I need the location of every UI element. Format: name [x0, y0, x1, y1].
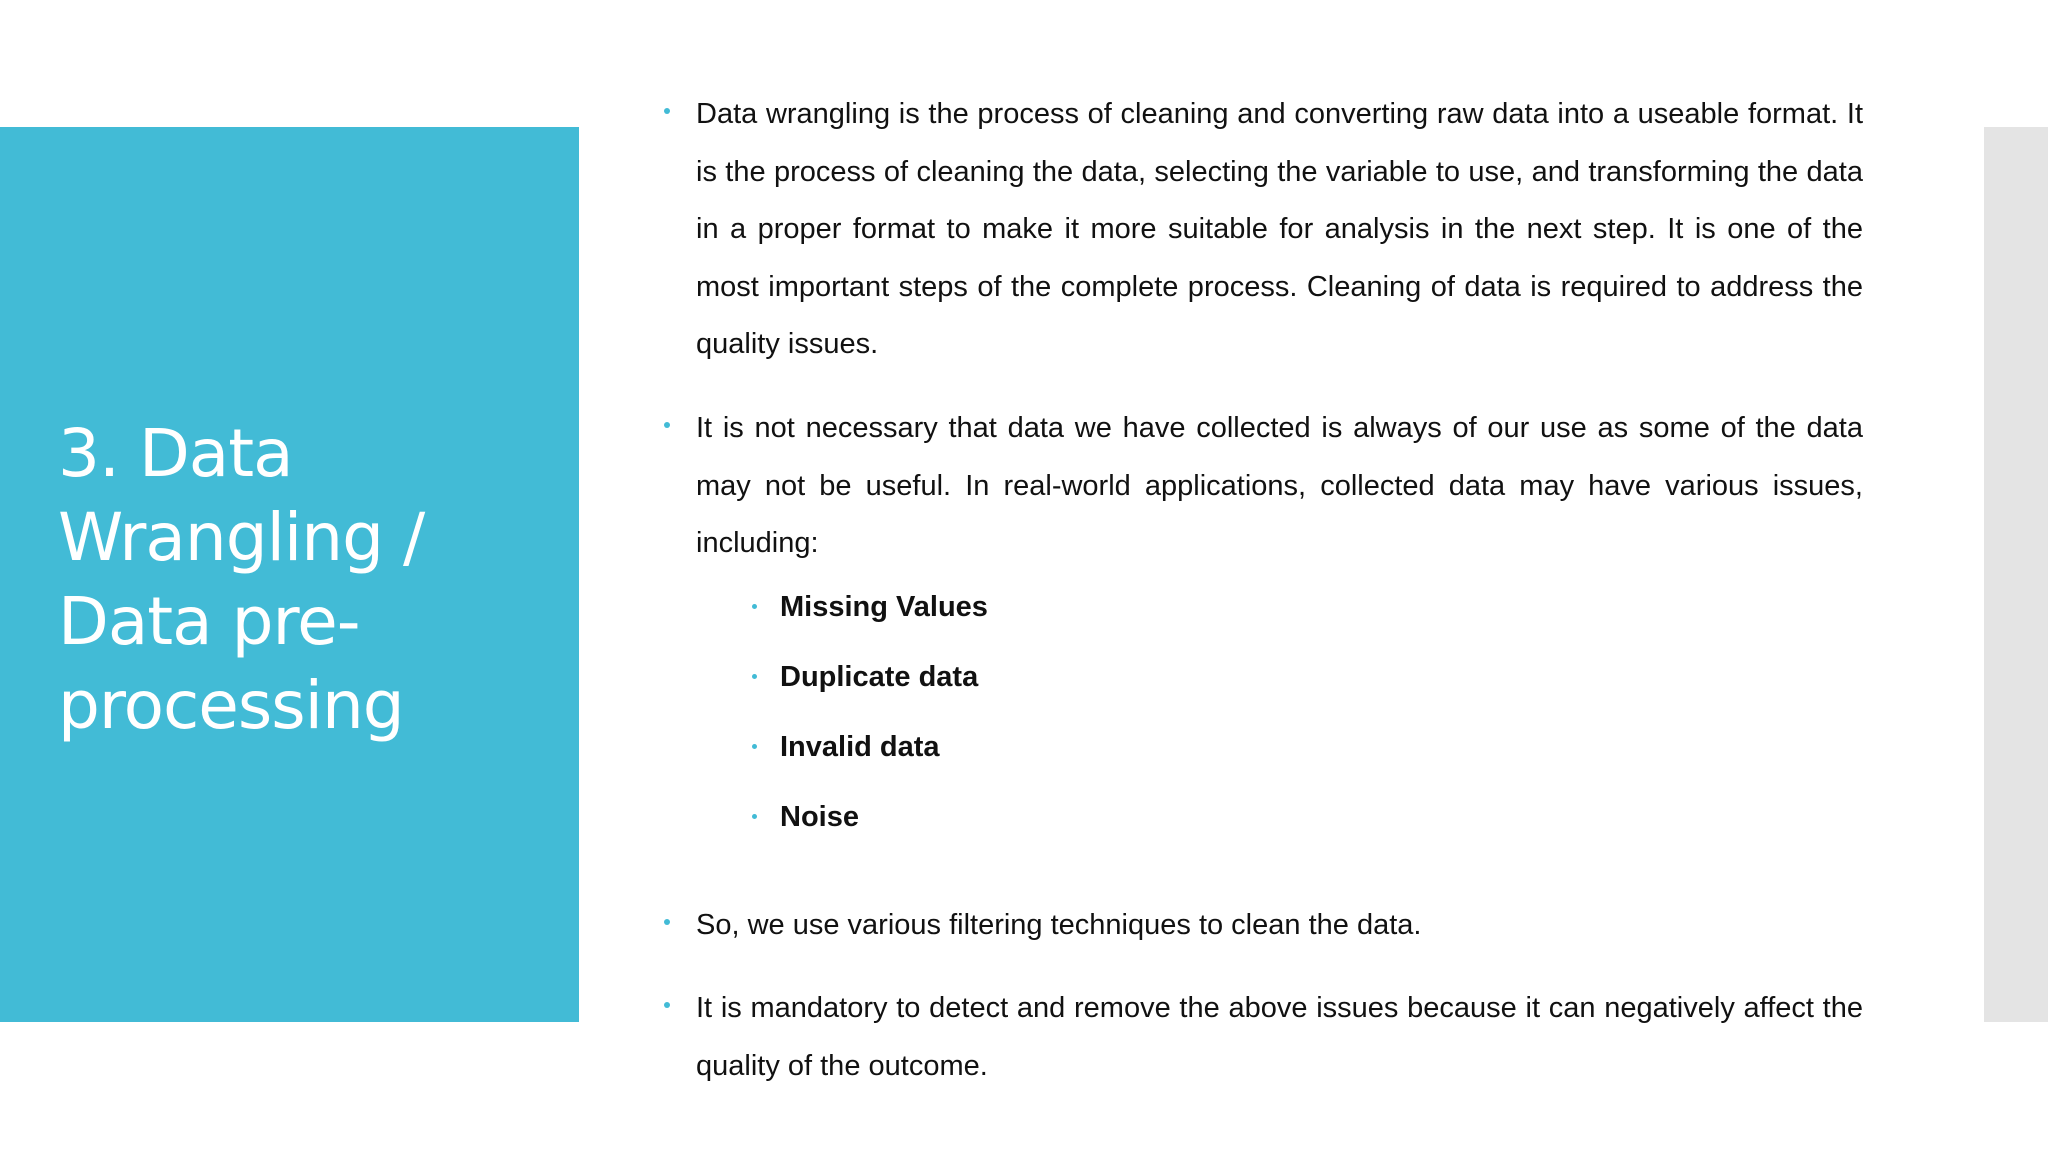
bullet-item — [660, 86, 1863, 374]
sub-bullet-text: Duplicate data — [780, 660, 979, 693]
bullet-dot-icon — [752, 674, 757, 679]
sub-bullet-item — [744, 795, 1863, 865]
bullet-dot-icon — [752, 744, 757, 749]
bullet-text: It is not necessary that data we have collected is always of our use as some of the data may not be useful. In real-world applications, collected data may have various issues, including: — [696, 411, 1863, 560]
bullet-dot-icon — [664, 108, 670, 114]
right-accent-strip — [1984, 127, 2048, 1022]
sub-bullet-text: Noise — [780, 800, 859, 833]
slide-title: 3. Data Wrangling / Data pre- processing — [58, 415, 425, 744]
sub-bullet-item — [744, 725, 1863, 795]
content-body — [660, 86, 1863, 1096]
bullet-item — [660, 400, 1863, 573]
sub-bullet-text: Invalid data — [780, 730, 940, 763]
bullet-dot-icon — [752, 604, 757, 609]
bullet-dot-icon — [664, 422, 670, 428]
bullet-dot-icon — [664, 1002, 670, 1008]
bullet-dot-icon — [752, 814, 757, 819]
bullet-text: So, we use various filtering techniques to clean the data. — [696, 908, 1422, 941]
bullet-item — [660, 980, 1863, 1095]
sub-bullet-text: Missing Values — [780, 590, 988, 623]
bullet-dot-icon — [664, 919, 670, 925]
sub-bullet-item — [744, 655, 1863, 725]
issues-list — [660, 585, 1863, 865]
bullet-item — [660, 897, 1863, 955]
bullet-text: Data wrangling is the process of cleaning and converting raw data into a useable format. It is the process of cleaning the data, selecting the variable to use, and transforming the data in a proper format to make it more suitable for analysis in the next step. It is one of the most important steps of the complete process. Cleaning of data is required to address the quality issues. — [696, 98, 1863, 361]
bullet-text: It is mandatory to detect and remove the above issues because it can negatively affect the quality of the outcome. — [696, 992, 1863, 1082]
sub-bullet-item — [744, 585, 1863, 655]
